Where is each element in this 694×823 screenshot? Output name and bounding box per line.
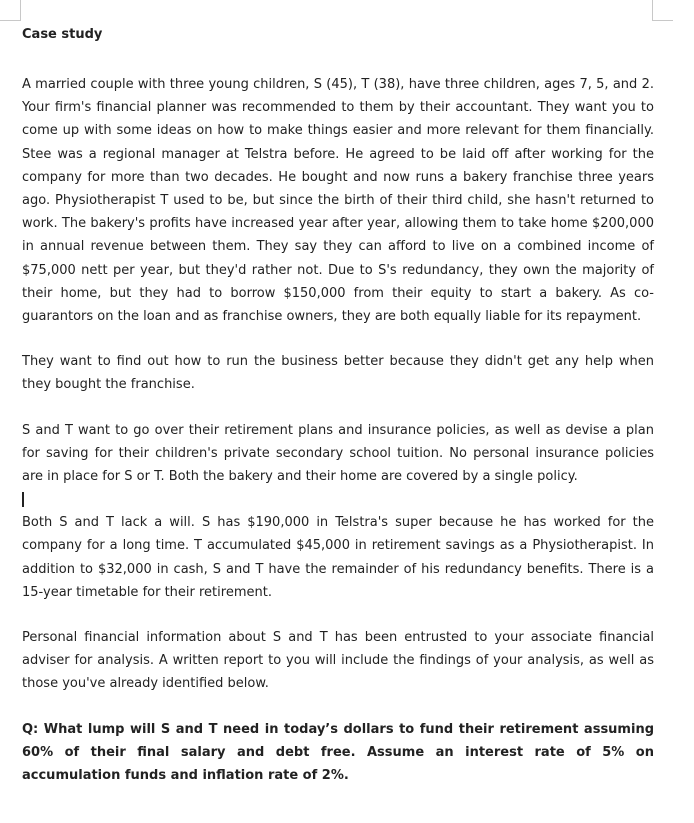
paragraph-analysis: Personal financial information about S and T has been entrusted to your associate financial adviser for analysis. A written report to you will include the findings of your analysis, as well as those you've already identified below. xyxy=(22,630,654,692)
paragraph-spacer xyxy=(22,604,654,626)
page-corner-mark-left xyxy=(0,0,21,21)
paragraph-retirement-insurance: S and T want to go over their retirement plans and insurance policies, as well as devise a plan for saving for their children's private secondary school tuition. No personal insurance policies are in place for S or T. Both the bakery and their home are covered by a single policy. xyxy=(22,422,654,485)
paragraph-spacer xyxy=(22,696,654,718)
case-study-heading: Case study xyxy=(22,27,103,42)
question-paragraph: Q: What lump will S and T need in today’s dollars to fund their retirement assuming 60% of their final salary and debt free. Assume an interest rate of 5% on accumulation funds and inflation rate of 2%. xyxy=(22,721,654,784)
text-cursor xyxy=(22,492,24,507)
document-body[interactable] xyxy=(22,26,654,787)
paragraph-spacer xyxy=(22,397,654,419)
paragraph-business-help: They want to find out how to run the business better because they didn't get any help when they bought the franchise. xyxy=(22,354,654,393)
empty-line-with-cursor[interactable] xyxy=(22,488,654,511)
page-corner-mark-right xyxy=(652,0,673,21)
paragraph-spacer xyxy=(22,328,654,350)
paragraph-client-background: A married couple with three young children, S (45), T (38), have three children, ages 7, 5, and 2. Your firm's financial planner was recommended to them by their accountant. They want you to come up with some ideas on how to make things easier and more relevant for them financially. Stee was a regional manager at Telstra before. He agreed to be laid off after working for the company for more than two decades. He bought and now runs a bakery franchise three years ago. Physiotherapist T used to be, but since the birth of their third child, she hasn't returned to work. The bakery's profits have increased year after year, allowing them to take home $200,000 in annual revenue between them. They say they can afford to live on a combined income of $75,000 nett per year, but they'd rather not. Due to S's redundancy, they own the majority of their home, but they had to borrow $150,000 from their equity to start a bakery. As co-guarantors on the loan and as franchise owners, they are both equally liable for its repayment. xyxy=(22,77,654,325)
paragraph-wills-super: Both S and T lack a will. S has $190,000 in Telstra's super because he has worked for the company for a long time. T accumulated $45,000 in retirement savings as a Physiotherapist. In addition to $32,000 in cash, S and T have the remainder of his redundancy benefits. There is a 15-year timetable for their retirement. xyxy=(22,515,654,600)
